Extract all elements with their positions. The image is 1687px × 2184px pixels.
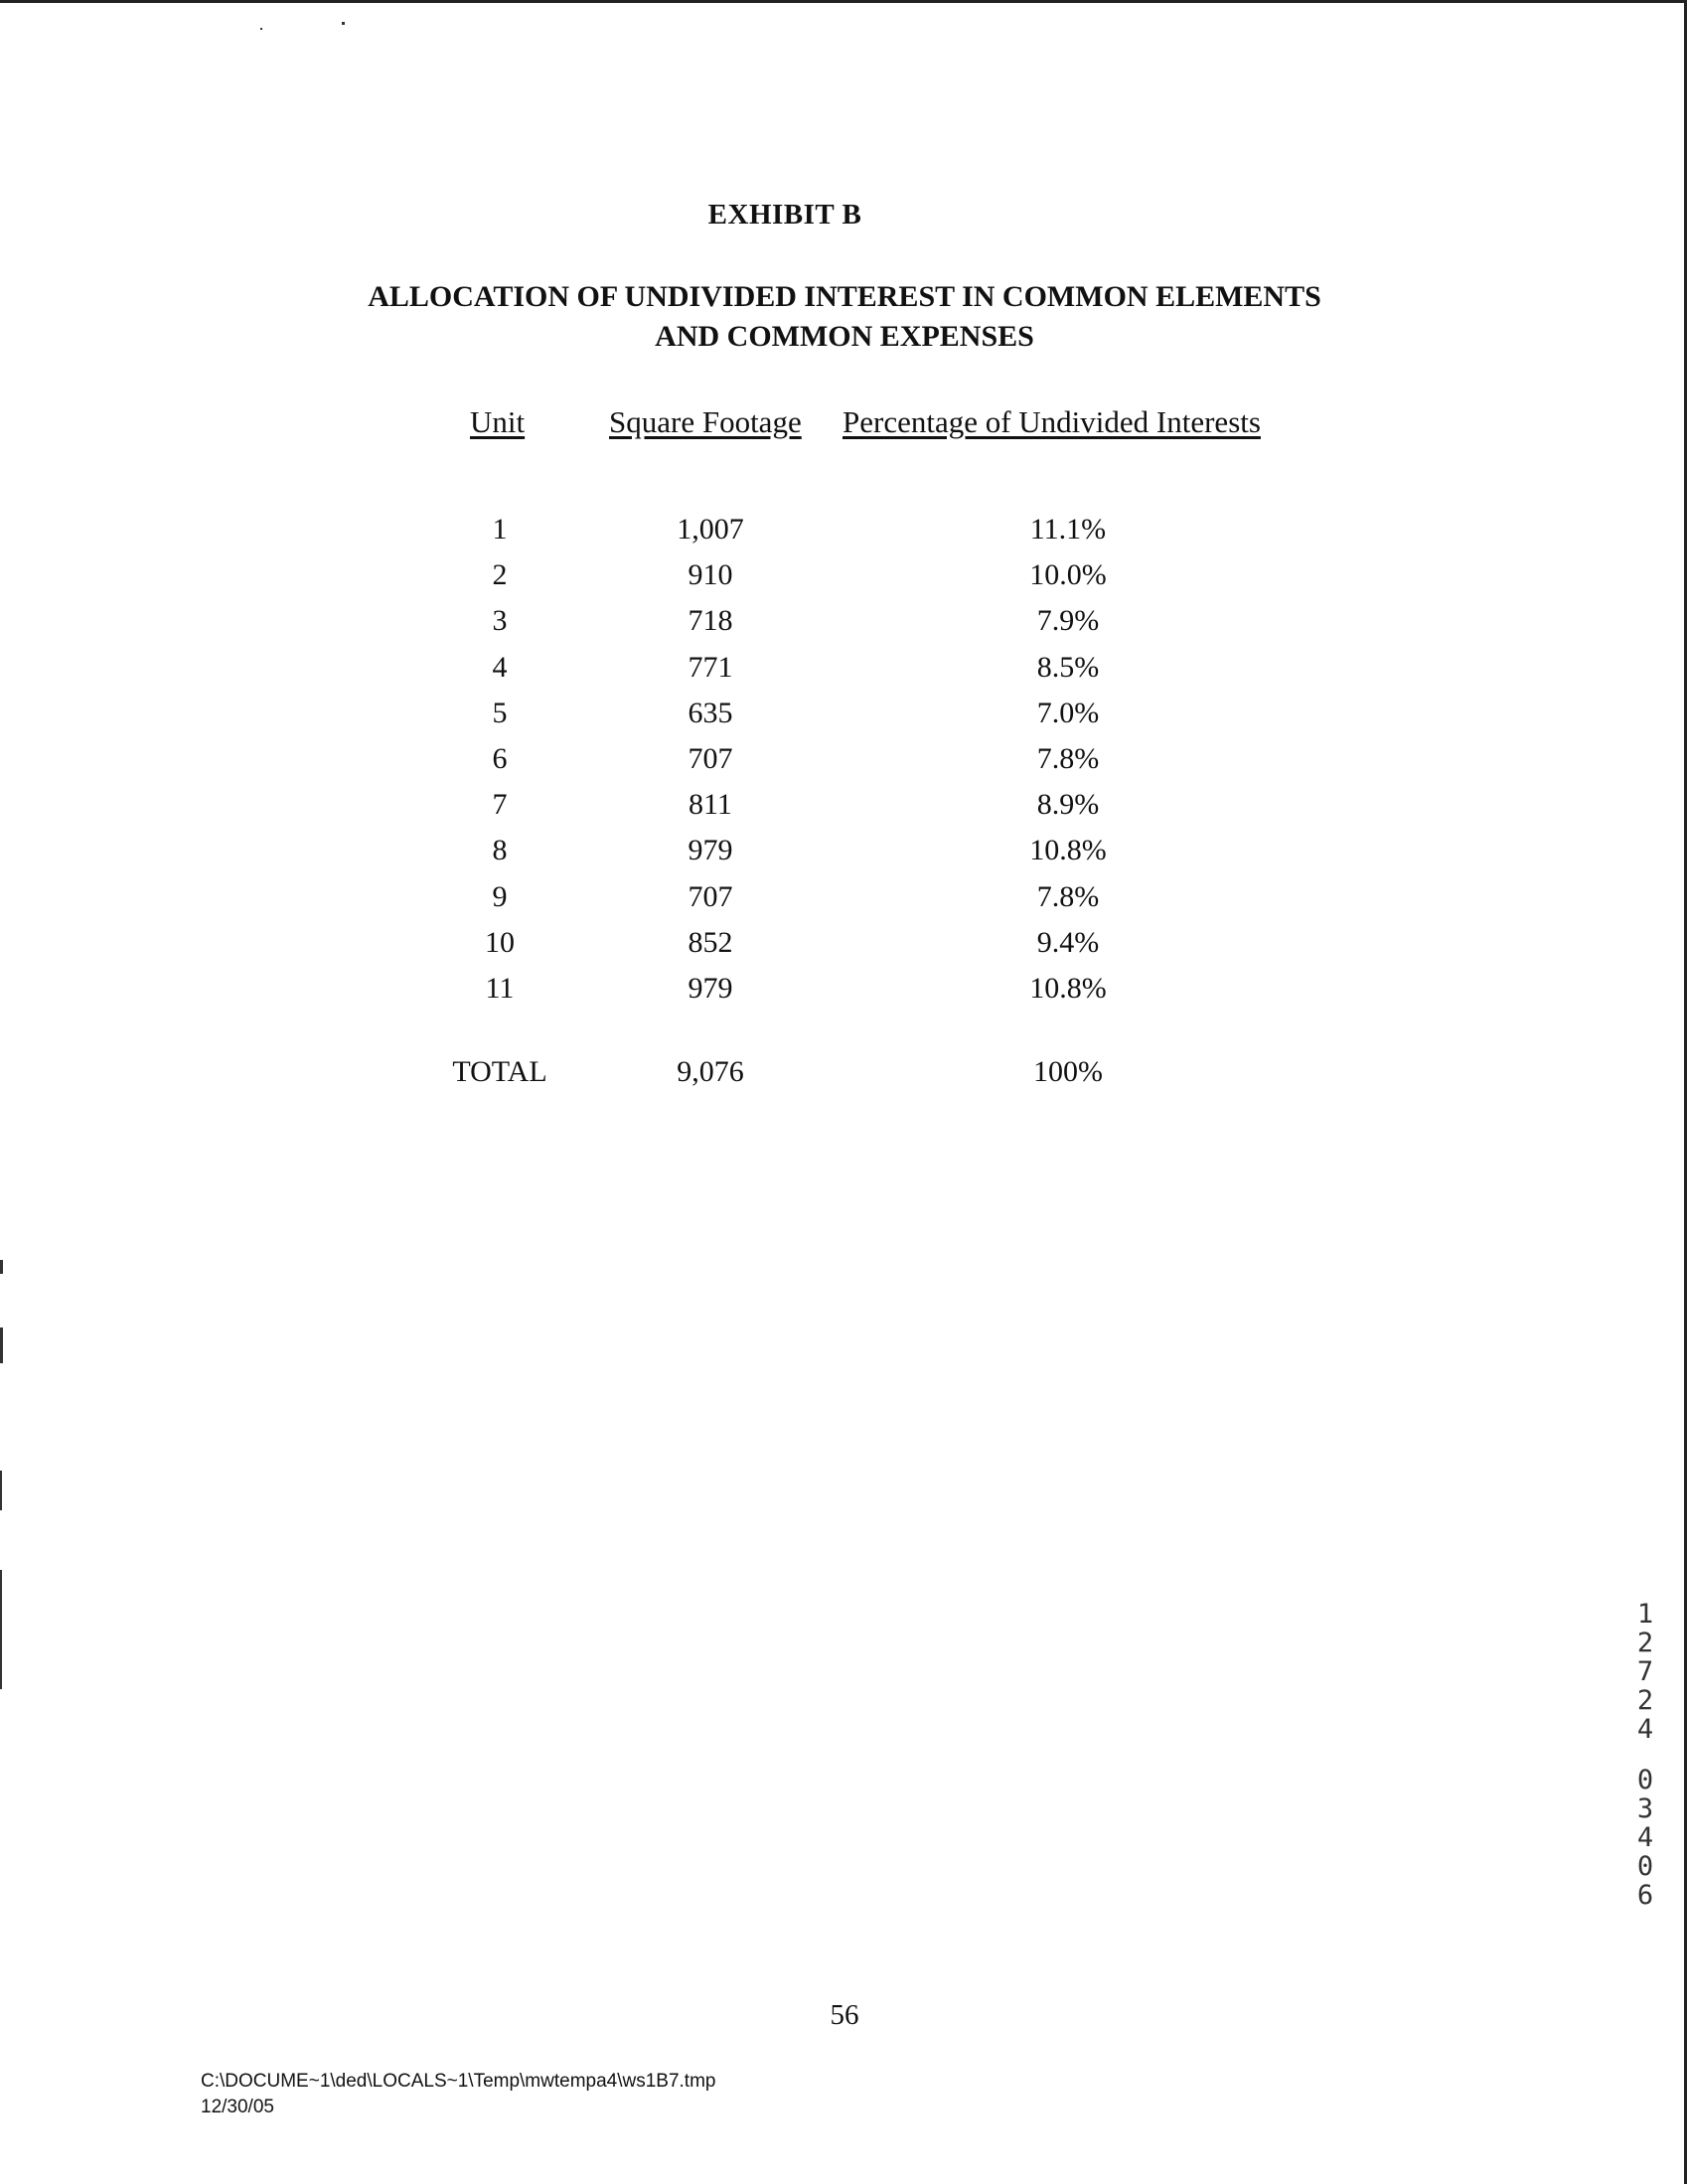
percentage-cell: 7.8% (1036, 741, 1100, 775)
bates-digit: 4 (1636, 1714, 1654, 1745)
bates-digit: 6 (1636, 1880, 1654, 1911)
unit-cell: 7 (492, 788, 508, 822)
heading-line-1: ALLOCATION OF UNDIVIDED INTEREST IN COMMON ELEMENTS (368, 280, 1321, 313)
unit-cell: 11 (485, 971, 515, 1005)
percentage-cell: 7.8% (1036, 879, 1100, 913)
percentage-cell: 10.8% (1029, 971, 1107, 1005)
table-row (0, 785, 1687, 831)
table-row (0, 969, 1687, 1014)
document-heading (0, 277, 1687, 357)
total-percentage: 100% (1033, 1055, 1103, 1088)
page-number: 56 (830, 1999, 859, 2031)
scan-mark (260, 28, 262, 30)
percentage-cell: 10.0% (1029, 558, 1107, 592)
bates-digit: 2 (1636, 1685, 1654, 1716)
percentage-cell: 9.4% (1036, 925, 1100, 959)
scan-mark (0, 1471, 2, 1510)
column-header-percentage: Percentage of Undivided Interests (843, 404, 1261, 439)
table-row (0, 694, 1687, 739)
bates-number (1625, 1600, 1665, 1910)
footer-file-path: C:\DOCUME~1\ded\LOCALS~1\Temp\mwtempa4\ws1B7.tmp (201, 2071, 716, 2092)
bates-digit: 0 (1636, 1765, 1654, 1795)
square-footage-cell: 1,007 (677, 513, 744, 546)
column-header-square-footage: Square Footage (609, 404, 802, 439)
unit-cell: 6 (492, 741, 508, 775)
square-footage-cell: 707 (688, 741, 733, 775)
unit-cell: 9 (492, 879, 508, 913)
percentage-cell: 7.0% (1036, 696, 1100, 729)
table-row (0, 923, 1687, 969)
scan-mark (0, 1327, 3, 1363)
percentage-cell: 8.9% (1036, 788, 1100, 822)
square-footage-cell: 811 (689, 788, 732, 822)
exhibit-title: EXHIBIT B (707, 199, 862, 231)
bates-digit: 1 (1636, 1599, 1654, 1630)
page-border-top (0, 0, 1687, 3)
bates-digit: 0 (1636, 1851, 1654, 1882)
unit-cell: 5 (492, 696, 508, 729)
table-row (0, 601, 1687, 647)
allocation-table (0, 510, 1687, 1014)
square-footage-cell: 910 (688, 558, 733, 592)
bates-digit: 4 (1636, 1822, 1654, 1853)
bates-number-part2 (1625, 1766, 1665, 1910)
percentage-cell: 8.5% (1036, 650, 1100, 684)
bates-number-part1 (1625, 1600, 1665, 1744)
unit-cell: 2 (492, 558, 508, 592)
square-footage-cell: 707 (688, 879, 733, 913)
square-footage-cell: 718 (688, 604, 733, 638)
unit-cell: 4 (492, 650, 508, 684)
heading-line-2: AND COMMON EXPENSES (655, 320, 1034, 353)
table-row (0, 648, 1687, 694)
table-row (0, 739, 1687, 785)
table-row (0, 877, 1687, 923)
square-footage-cell: 979 (688, 971, 733, 1005)
unit-cell: 8 (492, 834, 508, 867)
percentage-cell: 11.1% (1029, 513, 1107, 546)
total-label: TOTAL (452, 1055, 547, 1088)
column-header-unit: Unit (470, 404, 526, 439)
table-row (0, 555, 1687, 601)
footer-date: 12/30/05 (201, 2097, 274, 2117)
square-footage-cell: 771 (688, 650, 733, 684)
unit-cell: 3 (492, 604, 508, 638)
bates-digit: 7 (1636, 1656, 1654, 1687)
table-total-row (0, 1049, 1687, 1095)
square-footage-cell: 852 (688, 925, 733, 959)
table-row (0, 510, 1687, 555)
scan-mark (0, 1570, 2, 1689)
percentage-cell: 10.8% (1029, 834, 1107, 867)
unit-cell: 1 (492, 513, 508, 546)
bates-digit: 2 (1636, 1628, 1654, 1658)
percentage-cell: 7.9% (1036, 604, 1100, 638)
unit-cell: 10 (485, 925, 515, 959)
table-row (0, 831, 1687, 876)
square-footage-cell: 979 (688, 834, 733, 867)
square-footage-cell: 635 (688, 696, 733, 729)
scan-mark (0, 1260, 3, 1274)
scan-mark (342, 22, 345, 25)
footer (201, 2069, 715, 2120)
total-square-footage: 9,076 (677, 1055, 744, 1088)
bates-digit: 3 (1636, 1794, 1654, 1824)
